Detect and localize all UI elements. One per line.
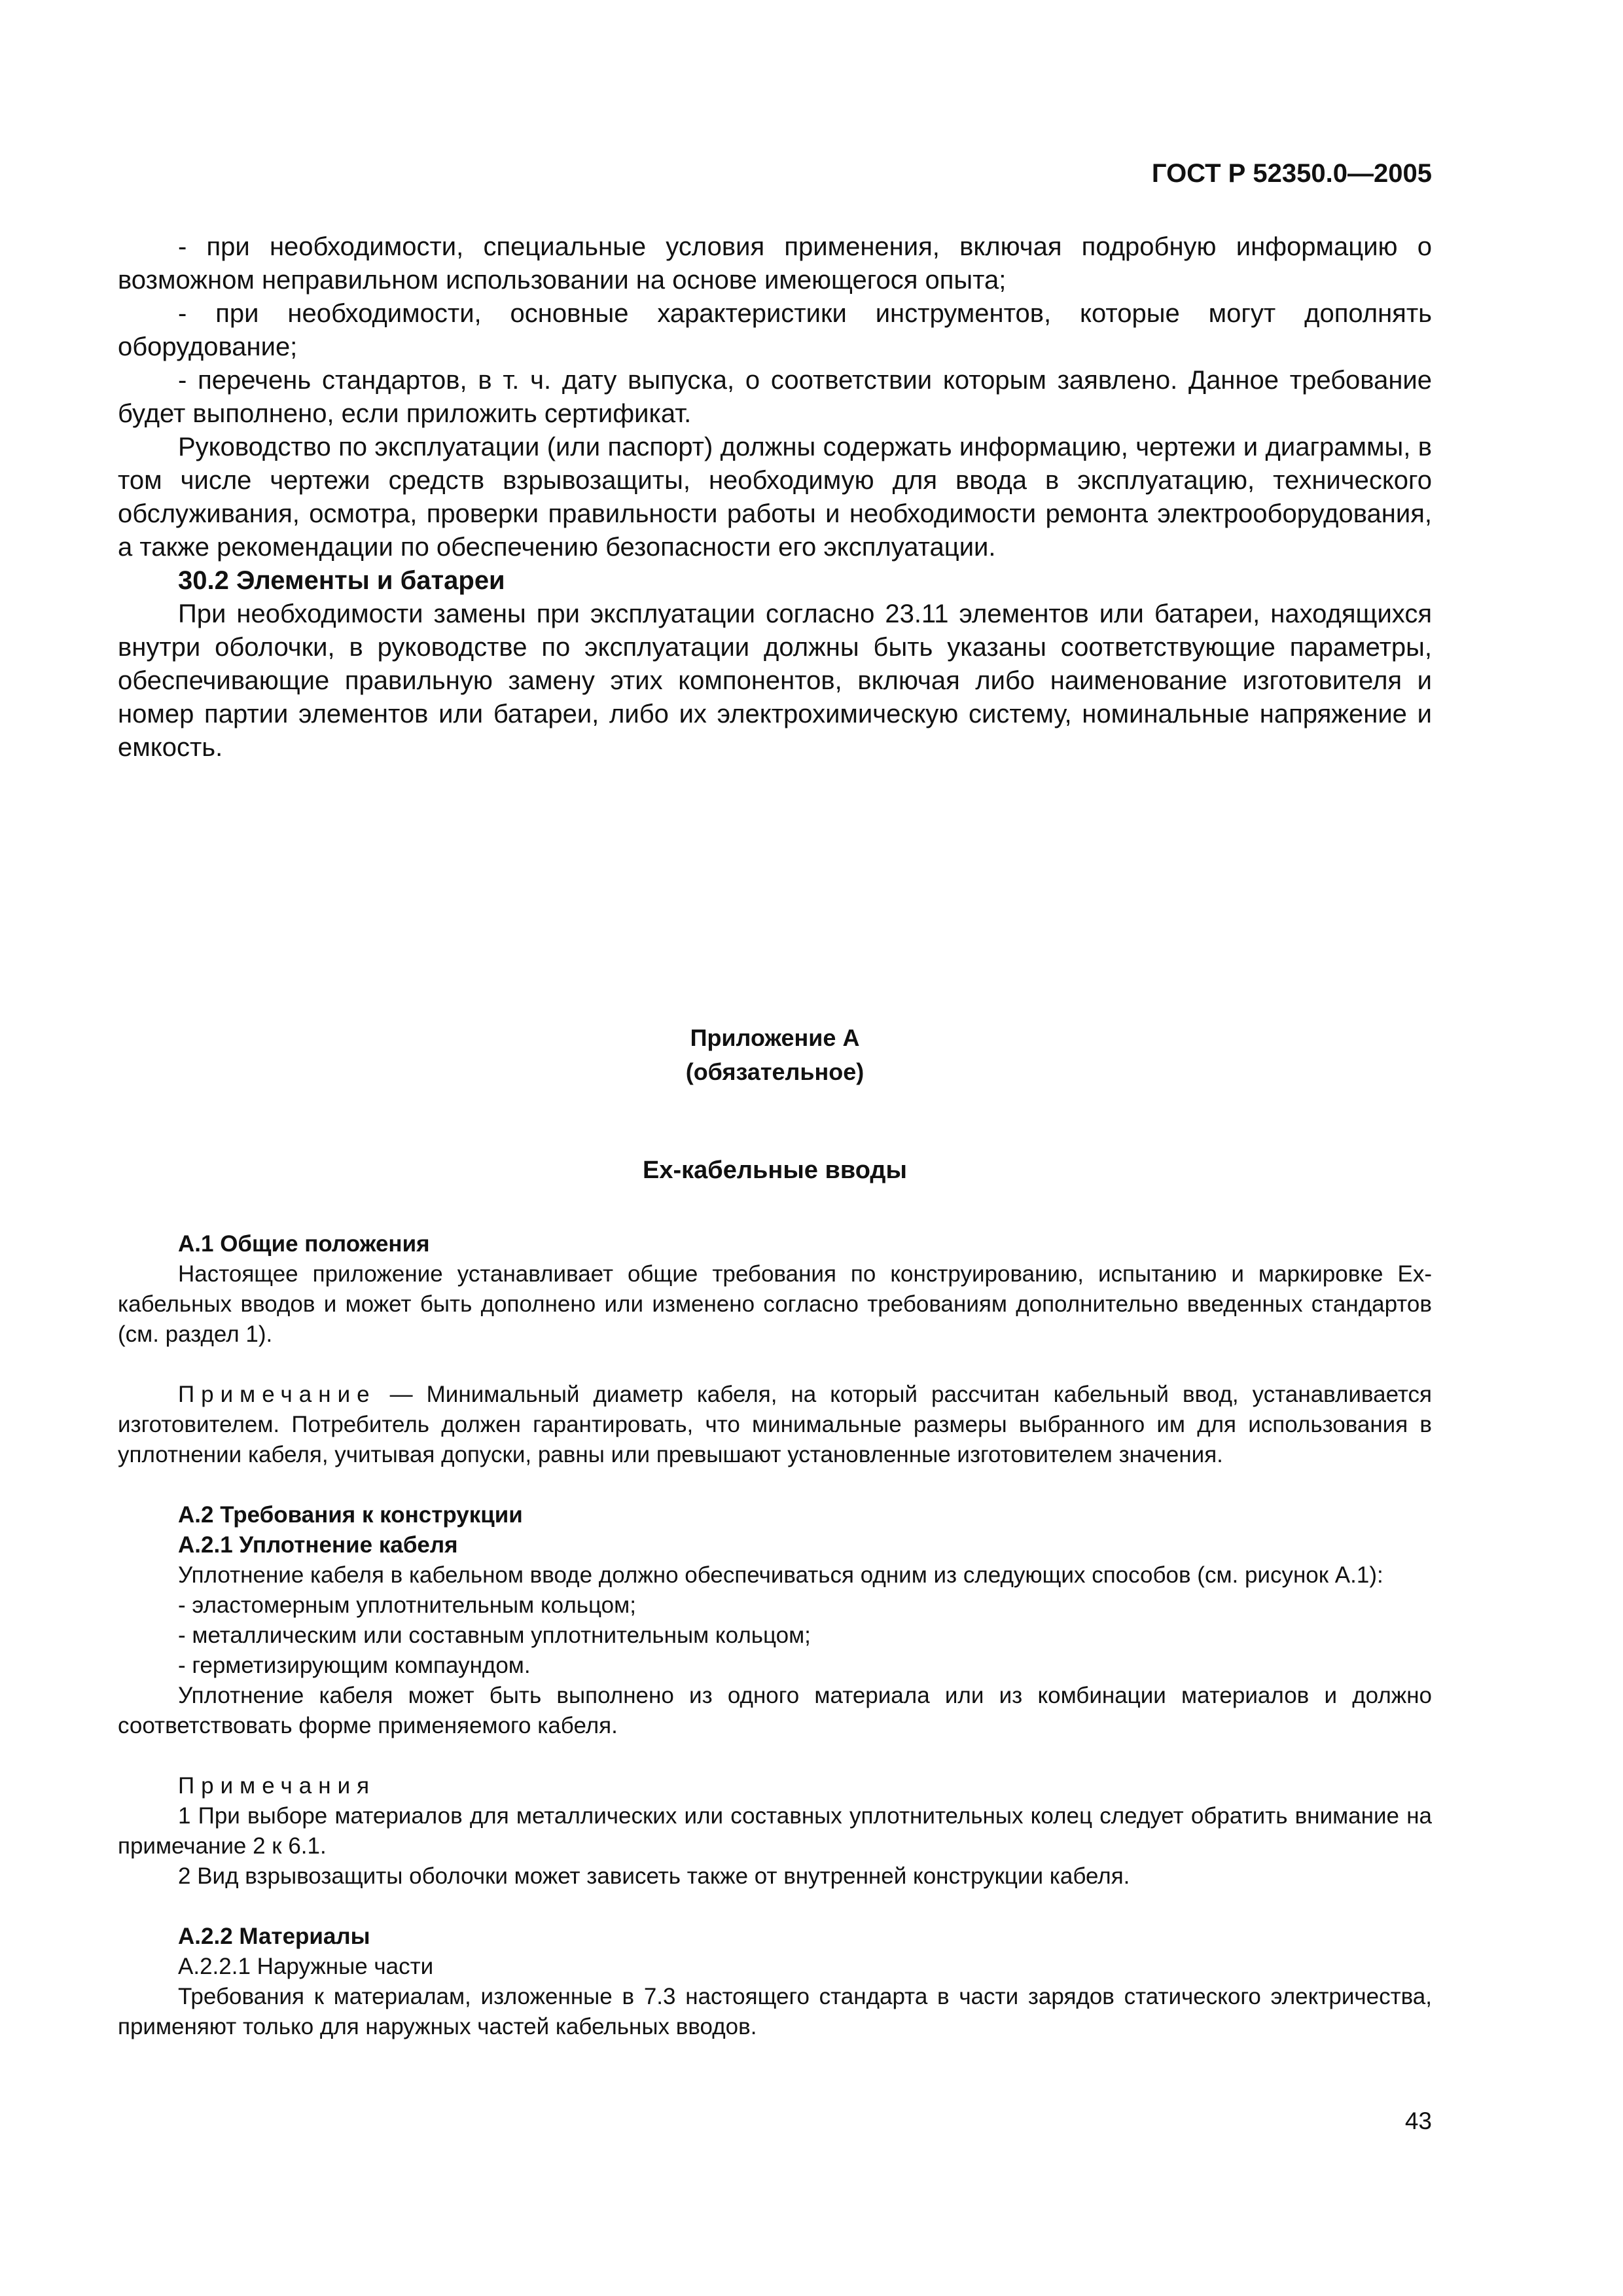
note	[118, 1380, 1432, 1470]
list-item: - эластомерным уплотнительным кольцом;	[178, 1592, 636, 1618]
note-label: Примечание	[178, 1382, 376, 1407]
annex-body	[118, 1229, 1432, 2042]
note-text: — Минимальный диаметр кабеля, на который рассчитан кабельный ввод, устанавливается изготовителем. Потребитель должен гарантировать, что минимальные размеры выбранного им для использования в уплотнении кабеля, учитывая допуски, равны или превышают установленные изготовителем значения.	[118, 1382, 1432, 1467]
list-item: - при необходимости, основные характеристики инструментов, которые могут дополнять оборудование;	[118, 299, 1432, 361]
section-heading: А.1 Общие положения	[178, 1231, 430, 1257]
annex-name-block	[118, 1153, 1432, 1187]
subsubsection-heading: А.2.2.1 Наружные части	[178, 1954, 434, 1979]
notes-label: Примечания	[178, 1773, 376, 1799]
paragraph: Уплотнение кабеля в кабельном вводе должно обеспечиваться одним из следующих способов (см. рисунок А.1):	[178, 1562, 1383, 1588]
list-item: - металлическим или составным уплотнительным кольцом;	[178, 1623, 811, 1648]
list-item: - перечень стандартов, в т. ч. дату выпуска, о соответствии которым заявлено. Данное требование будет выполнено, если приложить сертификат.	[118, 366, 1432, 428]
paragraph: Настоящее приложение устанавливает общие требования по конструированию, испытанию и маркировке Ех-кабельных вводов и может быть дополнено или изменено согласно требованиям дополнительно введенных стандартов (см. раздел 1).	[118, 1261, 1432, 1347]
note-item: 1 При выборе материалов для металлических или составных уплотнительных колец следует обратить внимание на примечание 2 к 6.1.	[118, 1803, 1432, 1859]
paragraph: Уплотнение кабеля может быть выполнено из одного материала или из комбинации материалов и должно соответствовать форме применяемого кабеля.	[118, 1683, 1432, 1738]
list-item: - при необходимости, специальные условия применения, включая подробную информацию о возможном неправильном использовании на основе имеющегося опыта;	[118, 232, 1432, 295]
list-item: - герметизирующим компаундом.	[178, 1653, 531, 1678]
paragraph: Руководство по эксплуатации (или паспорт) должны содержать информацию, чертежи и диаграммы, в том числе чертежи средств взрывозащиты, необходимую для ввода в эксплуатацию, технического обслуживания, осмотра, проверки правильности работы и необходимости ремонта электрооборудования, а также рекомендации по обеспечению безопасности его эксплуатации.	[118, 433, 1432, 562]
note-item: 2 Вид взрывозащиты оболочки может зависеть также от внутренней конструкции кабеля.	[178, 1863, 1130, 1889]
subsection-heading: А.2.1 Уплотнение кабеля	[178, 1532, 458, 1558]
document-header: ГОСТ Р 52350.0—2005	[1151, 159, 1432, 188]
top-section	[118, 230, 1432, 764]
annex-status: (обязательное)	[685, 1058, 865, 1085]
paragraph: Требования к материалам, изложенные в 7.3 настоящего стандарта в части зарядов статического электричества, применяют только для наружных частей кабельных вводов.	[118, 1984, 1432, 2039]
annex-title-block	[118, 1021, 1432, 1089]
section-heading: 30.2 Элементы и батареи	[178, 566, 505, 595]
annex-title: Приложение А	[690, 1024, 860, 1051]
annex-name: Ех-кабельные вводы	[643, 1157, 907, 1184]
section-heading: А.2 Требования к конструкции	[178, 1502, 523, 1528]
subsection-heading: А.2.2 Материалы	[178, 1924, 370, 1949]
page-number: 43	[1404, 2108, 1432, 2134]
paragraph: При необходимости замены при эксплуатации согласно 23.11 элементов или батареи, находящихся внутри оболочки, в руководстве по эксплуатации должны быть указаны соответствующие параметры, обеспечивающие правильную замену этих компонентов, включая либо наименование изготовителя и номер партии элементов или батареи, либо их электрохимическую систему, номинальные напряжение и емкость.	[118, 600, 1432, 762]
